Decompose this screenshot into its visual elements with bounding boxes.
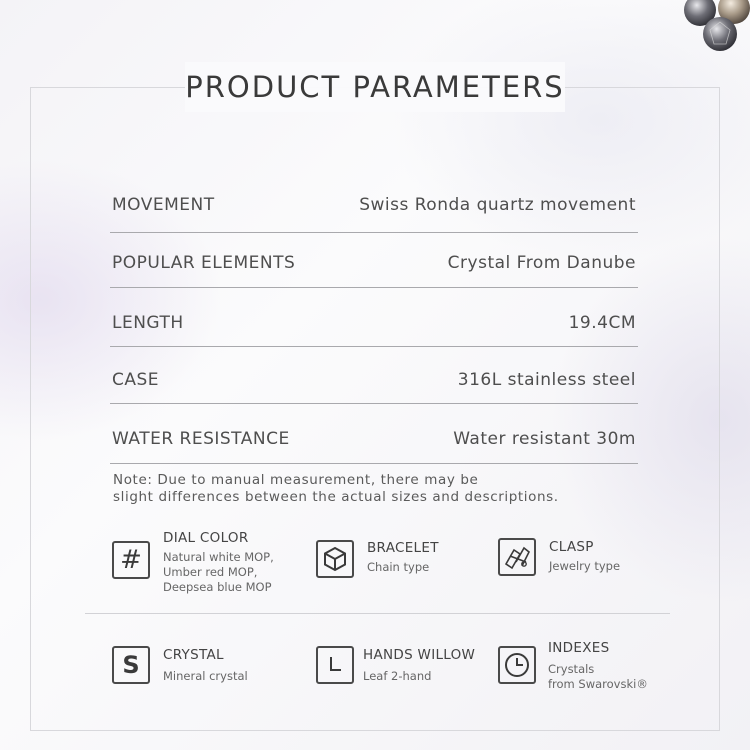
param-row-water-resistance: [110, 404, 638, 464]
param-label: MOVEMENT: [112, 195, 215, 215]
feature-desc: Mineral crystal: [163, 669, 248, 683]
page-title: PRODUCT PARAMETERS: [185, 70, 565, 104]
feature-crystal: [112, 646, 248, 684]
param-label: CASE: [112, 370, 160, 390]
feature-desc-line: from Swarovski®: [548, 677, 648, 691]
feature-desc-line: Deepsea blue MOP: [163, 580, 272, 594]
param-value: Swiss Ronda quartz movement: [359, 195, 636, 215]
param-value: 19.4CM: [568, 313, 636, 333]
cube-icon: [316, 540, 354, 578]
title-container: [185, 62, 565, 112]
feature-desc-line: Umber red MOP,: [163, 565, 258, 579]
feature-bracelet: [316, 540, 439, 578]
feature-name: CLASP: [549, 539, 594, 555]
feature-desc-line: Crystals: [548, 662, 595, 676]
feature-clasp: [498, 538, 620, 576]
feature-name: DIAL COLOR: [163, 530, 249, 546]
feature-name: BRACELET: [367, 540, 439, 556]
param-row-case: [110, 347, 638, 404]
feature-name: HANDS WILLOW: [363, 647, 476, 663]
s-letter-icon: S: [112, 646, 150, 684]
feature-hands-willow: [316, 646, 475, 684]
param-row-popular-elements: [110, 233, 638, 288]
features-divider: [85, 613, 670, 614]
note-line-2: slight differences between the actual sizes and descriptions.: [113, 489, 559, 505]
feature-desc-line: Natural white MOP,: [163, 550, 274, 564]
feature-desc: Jewelry type: [549, 559, 621, 573]
param-value: Crystal From Danube: [447, 253, 636, 273]
feature-name: INDEXES: [548, 640, 610, 656]
parameters-table: [110, 178, 638, 464]
param-row-length: [110, 288, 638, 347]
measurement-note: [113, 472, 633, 506]
param-label: POPULAR ELEMENTS: [112, 253, 296, 273]
clasp-icon: [498, 538, 536, 576]
feature-dial-color: [112, 530, 274, 595]
param-value: 316L stainless steel: [457, 370, 636, 390]
crystal-gems-decoration: [660, 0, 750, 70]
param-label: WATER RESISTANCE: [112, 428, 290, 449]
clock-icon: [498, 646, 536, 684]
feature-desc: [163, 550, 274, 595]
hash-icon: #: [112, 541, 150, 579]
param-row-movement: [110, 178, 638, 233]
feature-desc: Leaf 2-hand: [363, 669, 432, 683]
param-label: LENGTH: [112, 313, 184, 333]
feature-desc: Chain type: [367, 560, 430, 574]
feature-name: CRYSTAL: [163, 647, 224, 663]
feature-desc: [548, 662, 648, 692]
feature-indexes: [498, 640, 648, 692]
note-line-1: Note: Due to manual measurement, there may be: [113, 472, 479, 488]
param-value: Water resistant 30m: [453, 428, 636, 449]
hands-icon: [316, 646, 354, 684]
